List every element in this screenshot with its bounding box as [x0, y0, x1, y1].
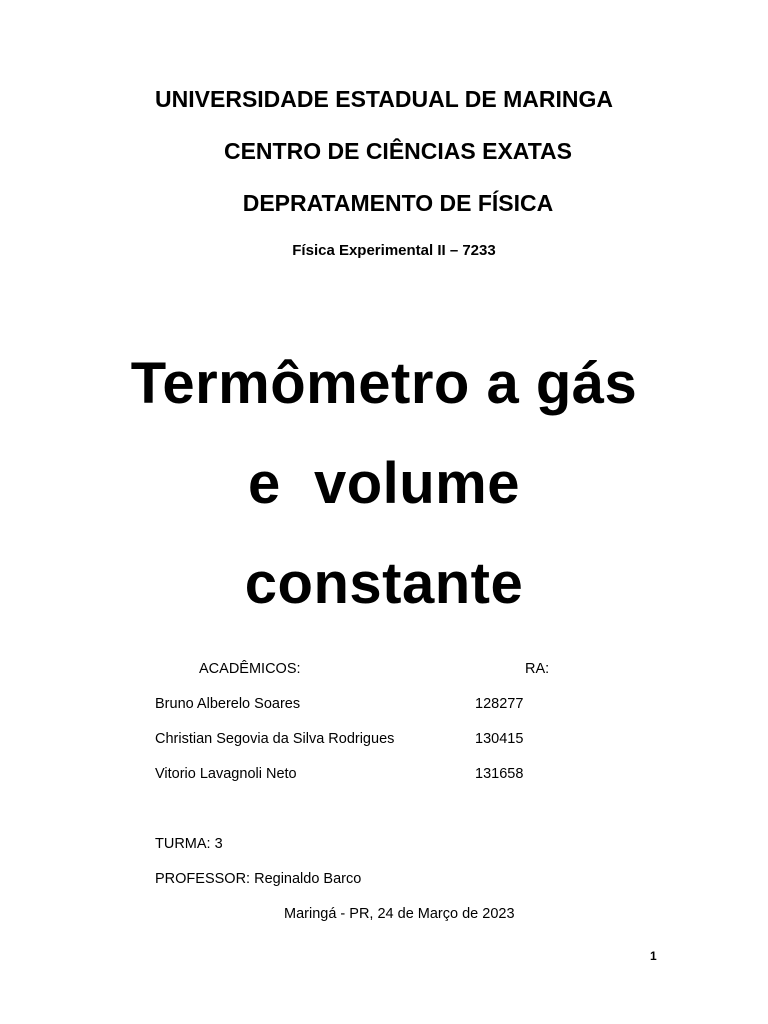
student-name: Vitorio Lavagnoli Neto [155, 766, 297, 782]
title-line-3: constante [244, 551, 524, 616]
student-ra: 130415 [475, 731, 524, 747]
title-line-2: e volume [247, 451, 521, 516]
student-ra: 128277 [475, 696, 524, 712]
place-date: Maringá - PR, 24 de Março de 2023 [284, 906, 515, 922]
course-heading: Física Experimental II – 7233 [292, 242, 496, 259]
ra-label: RA: [525, 661, 550, 677]
title-line-1: Termômetro a gás [130, 351, 638, 416]
student-name: Bruno Alberelo Soares [155, 696, 301, 712]
page-number: 1 [650, 949, 657, 963]
students-label: ACADÊMICOS: [199, 661, 301, 677]
university-heading: UNIVERSIDADE ESTADUAL DE MARINGA [155, 86, 613, 112]
professor-info: PROFESSOR: Reginaldo Barco [155, 871, 362, 887]
student-ra: 131658 [475, 766, 524, 782]
center-heading: CENTRO DE CIÊNCIAS EXATAS [223, 138, 572, 164]
department-heading: DEPRATAMENTO DE FÍSICA [242, 190, 554, 216]
class-info: TURMA: 3 [155, 836, 223, 852]
student-name: Christian Segovia da Silva Rodrigues [155, 731, 395, 747]
